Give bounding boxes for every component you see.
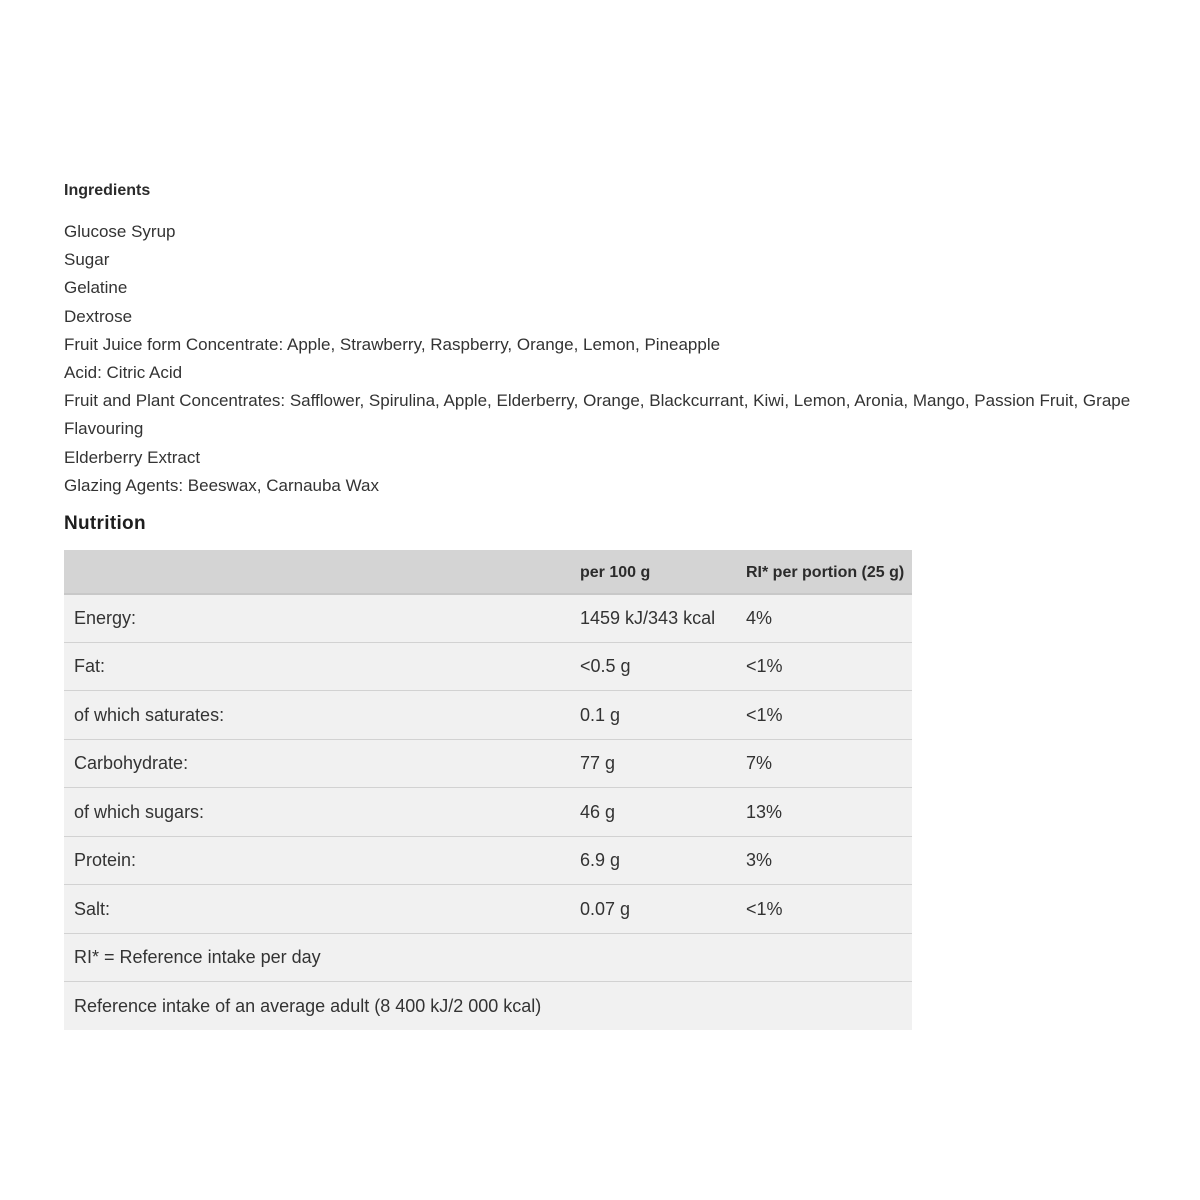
per-100g-value: 46 g	[570, 788, 736, 837]
ingredients-heading: Ingredients	[64, 182, 151, 199]
per-100g-value: 6.9 g	[570, 836, 736, 885]
table-row	[64, 642, 912, 691]
table-row	[64, 933, 912, 982]
ingredient-item: Gelatine	[64, 278, 128, 298]
empty-cell	[570, 982, 736, 1031]
table-row	[64, 885, 912, 934]
ri-value: <1%	[736, 642, 912, 691]
table-row	[64, 836, 912, 885]
table-row	[64, 691, 912, 740]
nutrition-heading: Nutrition	[64, 512, 146, 534]
table-row	[64, 982, 912, 1031]
ingredient-item: Sugar	[64, 250, 110, 270]
nutrition-header-row	[64, 550, 912, 594]
ingredient-item: Flavouring	[64, 419, 144, 439]
nutrition-table	[64, 550, 912, 1031]
table-row	[64, 788, 912, 837]
nutrient-label: of which saturates:	[64, 691, 570, 740]
ri-value: 7%	[736, 739, 912, 788]
ingredient-item: Acid: Citric Acid	[64, 362, 183, 382]
ri-value: 4%	[736, 594, 912, 643]
nutrient-label: Fat:	[64, 642, 570, 691]
ingredient-item: Fruit and Plant Concentrates: Safflower, Spirulina, Apple, Elderberry, Orange, Blackcurrant, Kiwi, Lemon, Aronia, Mango, Passion Fruit, Grape	[64, 391, 1131, 411]
per-100g-value: 77 g	[570, 739, 736, 788]
footnote-ri-definition: RI* = Reference intake per day	[64, 933, 570, 982]
table-row	[64, 594, 912, 643]
ingredient-item: Elderberry Extract	[64, 447, 201, 467]
ri-value: 13%	[736, 788, 912, 837]
ingredient-item: Glazing Agents: Beeswax, Carnauba Wax	[64, 475, 379, 495]
table-row	[64, 739, 912, 788]
nutrient-label: Carbohydrate:	[64, 739, 570, 788]
empty-cell	[736, 982, 912, 1031]
product-info	[64, 178, 1184, 1030]
ri-value: 3%	[736, 836, 912, 885]
per-100g-value: 0.1 g	[570, 691, 736, 740]
per-100g-column-header: per 100 g	[570, 550, 736, 594]
ri-value: <1%	[736, 885, 912, 934]
per-100g-value: 0.07 g	[570, 885, 736, 934]
ri-per-portion-column-header: RI* per portion (25 g)	[736, 550, 912, 594]
nutrient-column-header	[64, 550, 570, 594]
per-100g-value: <0.5 g	[570, 642, 736, 691]
ingredient-item: Dextrose	[64, 306, 133, 326]
nutrient-label: of which sugars:	[64, 788, 570, 837]
ingredient-item: Fruit Juice form Concentrate: Apple, Strawberry, Raspberry, Orange, Lemon, Pineapple	[64, 334, 721, 354]
ingredient-item: Glucose Syrup	[64, 222, 176, 241]
nutrient-label: Protein:	[64, 836, 570, 885]
empty-cell	[736, 933, 912, 982]
empty-cell	[570, 933, 736, 982]
nutrient-label: Energy:	[64, 594, 570, 643]
nutrient-label: Salt:	[64, 885, 570, 934]
ri-value: <1%	[736, 691, 912, 740]
per-100g-value: 1459 kJ/343 kcal	[570, 594, 736, 643]
ingredients-list	[64, 218, 1184, 500]
footnote-reference-intake: Reference intake of an average adult (8 400 kJ/2 000 kcal)	[74, 995, 542, 1016]
